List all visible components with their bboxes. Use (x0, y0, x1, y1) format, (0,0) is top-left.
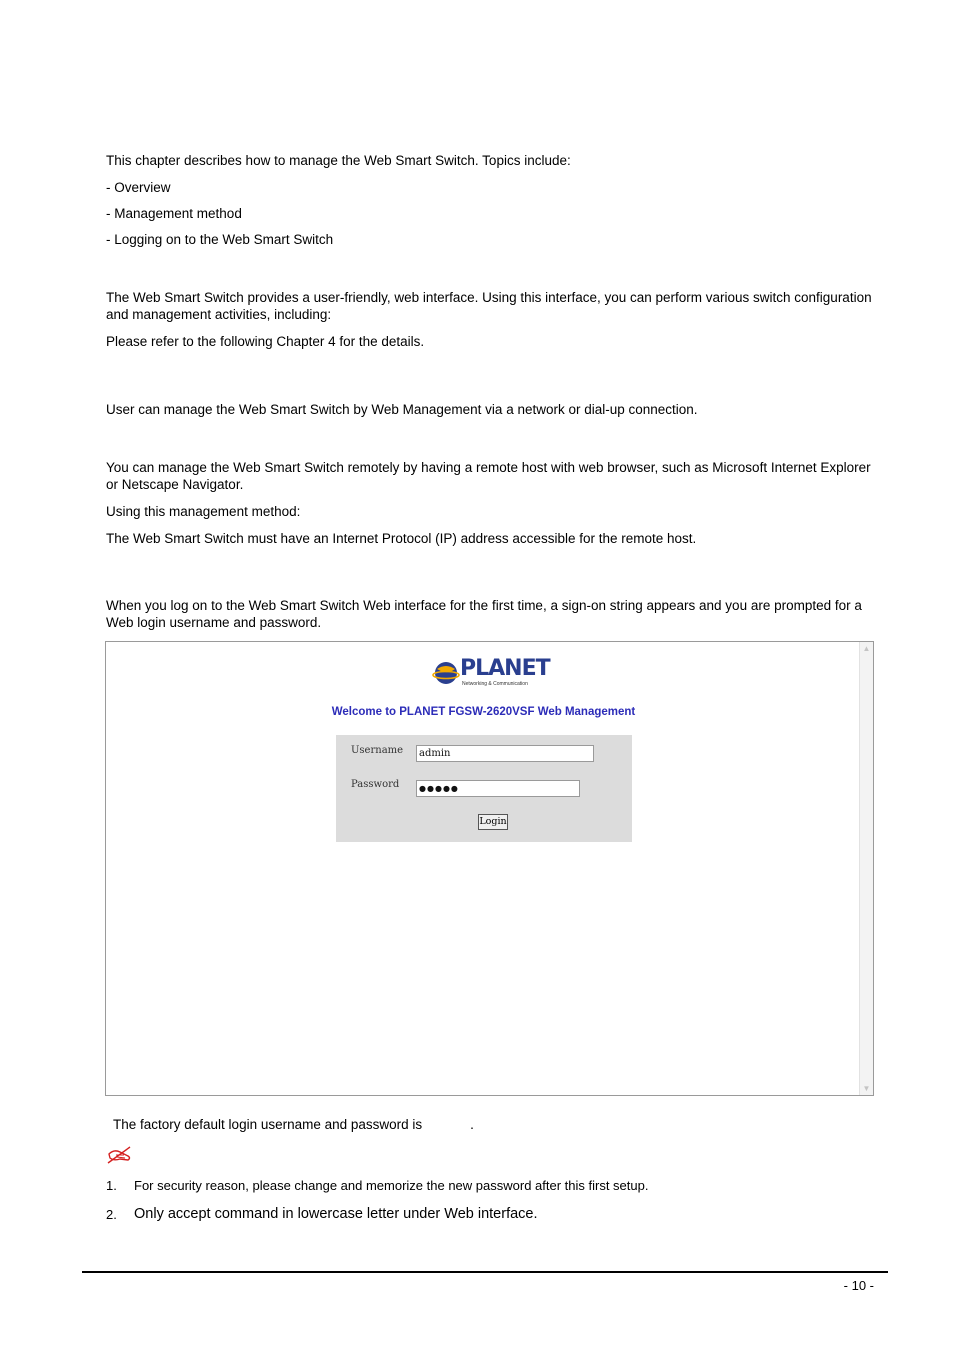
note-number: 2. (106, 1207, 117, 1222)
footer-rule (82, 1271, 888, 1273)
login-button[interactable]: Login (478, 814, 508, 830)
page-number: - 10 - (843, 1278, 874, 1293)
topic-item: - Logging on to the Web Smart Switch (106, 232, 334, 247)
scroll-up-icon[interactable]: ▲ (862, 644, 871, 653)
overview-reference: Please refer to the following Chapter 4 for the details. (106, 334, 425, 349)
topic-item: - Management method (106, 206, 242, 221)
password-label: Password (351, 779, 400, 790)
method-paragraph: User can manage the Web Smart Switch by Web Management via a network or dial-up connection. (106, 402, 698, 417)
note-hand-icon (106, 1144, 134, 1166)
welcome-title: Welcome to PLANET FGSW-2620VSF Web Management (331, 706, 636, 718)
default-credentials-note (113, 1116, 474, 1133)
note-item (106, 1206, 538, 1224)
overview-paragraph: The Web Smart Switch provides a user-friendly, web interface. Using this interface, you can perform various switch configuration and management activities, including: (106, 290, 872, 322)
note-text: Only accept command in lowercase letter under Web interface. (134, 1206, 538, 1222)
topic-item: - Overview (106, 180, 171, 195)
remote-requirement: The Web Smart Switch must have an Internet Protocol (IP) address accessible for the remote host. (106, 531, 697, 546)
default-note-end: . (470, 1117, 474, 1132)
login-form (336, 735, 632, 842)
note-item (106, 1177, 649, 1194)
logo-wordmark: PLANET (460, 656, 550, 681)
logon-paragraph: When you log on to the Web Smart Switch Web interface for the first time, a sign-on string appears and you are prompted for a Web login username and password. (106, 598, 862, 630)
username-input[interactable]: admin (416, 745, 594, 762)
intro-text: This chapter describes how to manage the Web Smart Switch. Topics include: (106, 153, 571, 168)
planet-logo (432, 656, 550, 689)
planet-globe-icon (432, 659, 460, 687)
remote-method-label: Using this management method: (106, 504, 301, 519)
logo-tagline: Networking & Communication (462, 681, 528, 687)
login-screenshot (105, 641, 874, 1096)
scrollbar[interactable] (859, 642, 873, 1095)
default-note-text: The factory default login username and password is (113, 1117, 423, 1132)
remote-paragraph: You can manage the Web Smart Switch remotely by having a remote host with web browser, such as Microsoft Internet Explorer or Netscape Navigator. (106, 460, 871, 492)
password-input[interactable]: ●●●●● (416, 780, 580, 797)
scroll-down-icon[interactable]: ▼ (862, 1084, 871, 1093)
note-number: 1. (106, 1178, 117, 1193)
username-label: Username (351, 745, 404, 756)
note-text: For security reason, please change and memorize the new password after this first setup. (134, 1178, 649, 1193)
